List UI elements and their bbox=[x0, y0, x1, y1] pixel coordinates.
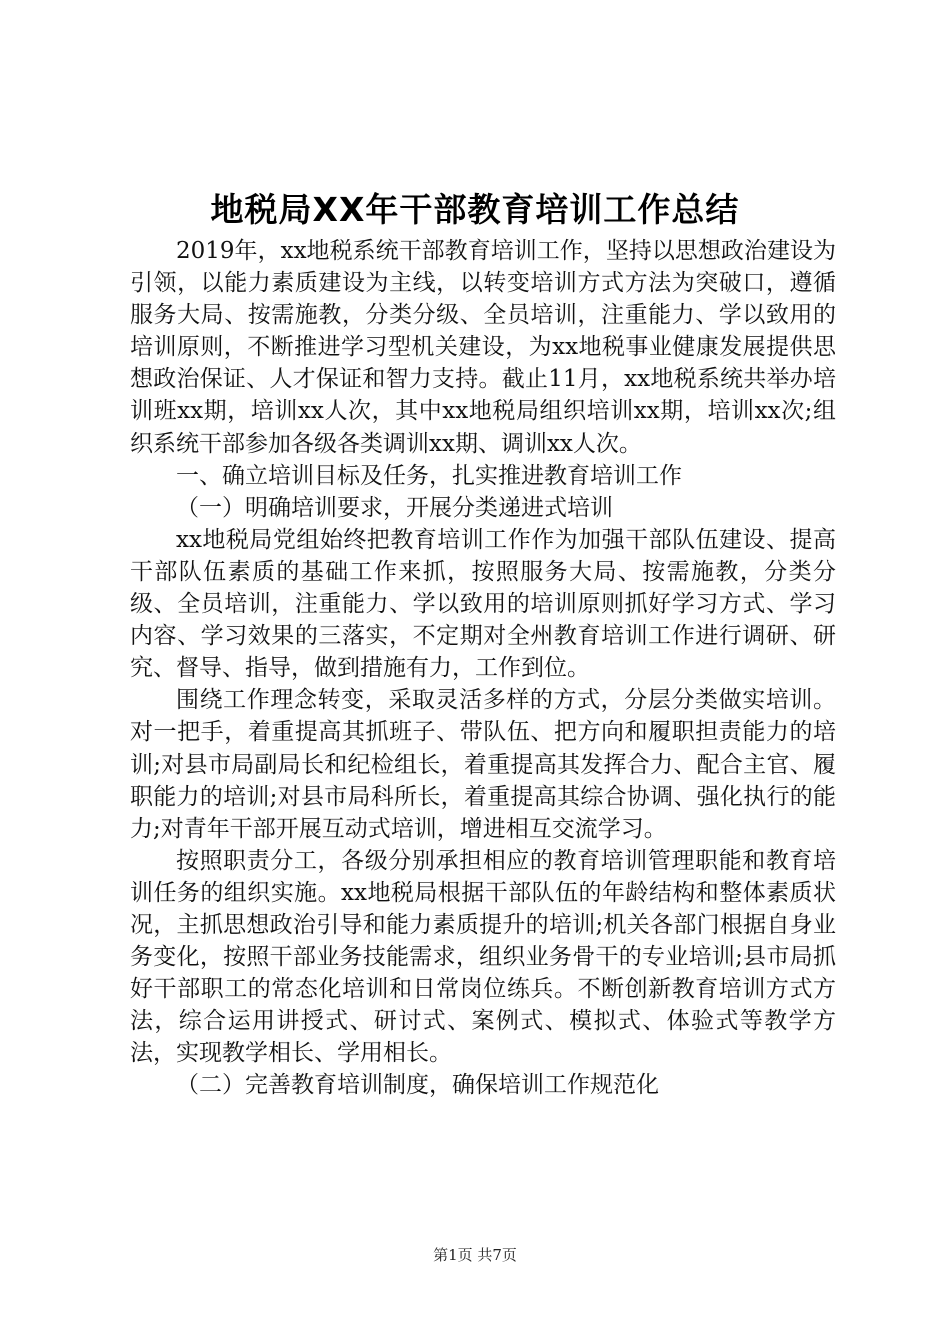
section-heading-1: 一、确立培训目标及任务，扎实推进教育培训工作 bbox=[176, 462, 682, 489]
page-footer: 第1页 共7页 bbox=[433, 1246, 517, 1264]
body-paragraph: xx地税局党组始终把教育培训工作作为加强干部队伍建设、提高干部队伍素质的基础工作来抓，按照服务大局、按需施教，分类分级、全员培训，注重能力、学以致用的培训原则抓好学习方式、学习内容、学习效果的三落实，不定期对全州教育培训工作进行调研、研究、督导、指导，做到措施有力，工作到位。 bbox=[130, 526, 836, 682]
body-paragraph: 围绕工作理念转变，采取灵活多样的方式，分层分类做实培训。对一把手，着重提高其抓班子、带队伍、把方向和履职担责能力的培训;对县市局副局长和纪检组长，着重提高其发挥合力、配合主官、履职能力的培训;对县市局科所长，着重提高其综合协调、强化执行的能力;对青年干部开展互动式培训，增进相互交流学习。 bbox=[130, 687, 836, 842]
document-body bbox=[130, 235, 836, 1102]
subsection-heading-1: （一）明确培训要求，开展分类递进式培训 bbox=[176, 494, 613, 521]
body-paragraph: 按照职责分工，各级分别承担相应的教育培训管理职能和教育培训任务的组织实施。xx地税局根据干部队伍的年龄结构和整体素质状况，主抓思想政治引导和能力素质提升的培训;机关各部门根据自身业务变化，按照干部业务技能需求，组织业务骨干的专业培训;县市局抓好干部职工的常态化培训和日常岗位练兵。不断创新教育培训方式方法，综合运用讲授式、研讨式、案例式、模拟式、体验式等教学方法，实现教学相长、学用相长。 bbox=[130, 847, 836, 1067]
subsection-heading-2: （二）完善教育培训制度，确保培训工作规范化 bbox=[176, 1072, 659, 1099]
intro-paragraph: 2019年，xx地税系统干部教育培训工作，坚持以思想政治建设为引领，以能力素质建设为主线，以转变培训方式方法为突破口，遵循服务大局、按需施教，分类分级、全员培训，注重能力、学以致用的培训原则，不断推进学习型机关建设，为xx地税事业健康发展提供思想政治保证、人才保证和智力支持。截止11月，xx地税系统共举办培训班xx期，培训xx人次，其中xx地税局组织培训xx期，培训xx次;组织系统干部参加各级各类调训xx期、调训xx人次。 bbox=[130, 238, 836, 457]
document-title: 地税局XX年干部教育培训工作总结 bbox=[210, 190, 740, 229]
